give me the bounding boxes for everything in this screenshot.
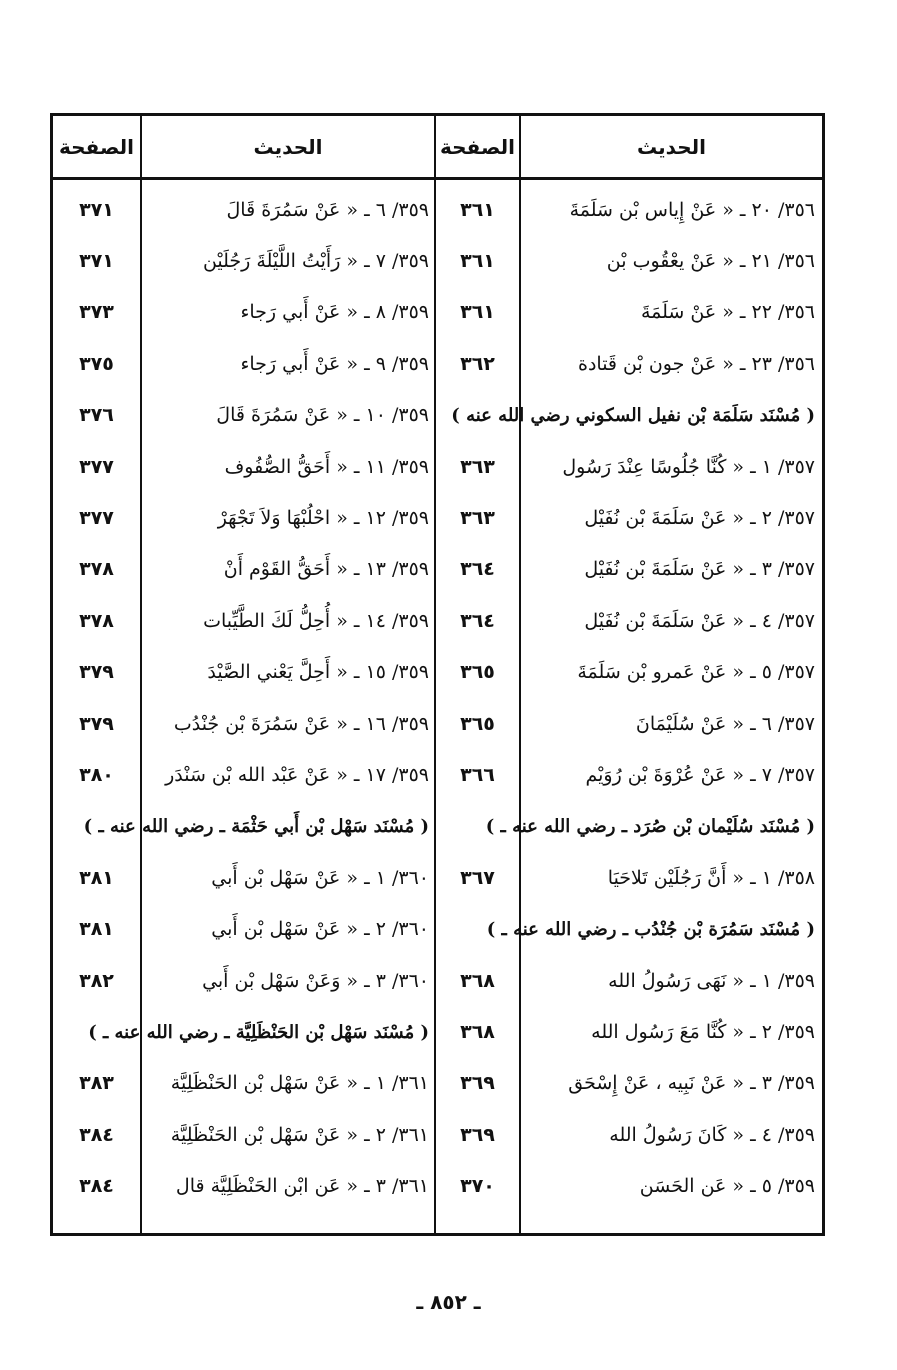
hadith-entry: ٣٥٧/ ٥ ـ « عَنْ عَمرو بْن سَلَمَةَ — [577, 661, 815, 684]
table-row — [53, 1161, 822, 1212]
hadith-entry: ٣٥٦/ ٢٣ ـ « عَنْ جون بْن قَتادة — [577, 352, 815, 375]
hadith-entry: ٣٥٩/ ١٤ ـ « أُحِلُّ لَكَ الطَّيِّبات — [203, 609, 429, 632]
page-ref — [436, 390, 519, 441]
hadith-entry: ٣٦٠/ ٢ ـ « عَنْ سَهْل بْن أَبي — [211, 918, 429, 941]
page-ref: ٣٦٥ — [460, 661, 495, 684]
page-ref: ٣٨١ — [79, 918, 114, 941]
hadith-entry: ٣٦١/ ١ ـ « عَنْ سَهْل بْن الحَنْظَلِيَّة — [170, 1072, 429, 1095]
page-ref: ٣٧٧ — [79, 507, 114, 530]
page-ref: ٣٧٥ — [79, 352, 114, 375]
hadith-entry: ٣٥٩/ ١٣ ـ « أَحَقُّ القَوْم أَنْ — [223, 558, 429, 581]
page-number: ـ ٨٥٢ ـ — [416, 1290, 481, 1314]
page-ref: ٣٦٤ — [460, 558, 495, 581]
page-ref: ٣٦٥ — [460, 712, 495, 735]
hadith-entry: ٣٥٧/ ٦ ـ « عَنْ سُلَيْمَانَ — [635, 712, 815, 735]
hadith-entry: ٣٥٩/ ١ ـ « نَهَى رَسُولُ الله — [608, 969, 815, 992]
page-ref: ٣٦١ — [460, 198, 495, 221]
table-row — [53, 749, 822, 800]
table-row — [53, 287, 822, 338]
hadith-entry: ٣٥٩/ ٧ ـ « رَأَيْتُ اللَّيْلَةَ رَجُلَيْن — [202, 250, 429, 273]
table-row — [53, 235, 822, 286]
page-ref: ٣٧٩ — [79, 712, 114, 735]
section-heading: ( مُسْنَد سَهْل بْن الحَنْظَلِيَّة ـ رضي الله عنه ـ ) — [88, 1021, 429, 1043]
page-ref: ٣٦٨ — [460, 969, 495, 992]
page-ref: ٣٦٣ — [460, 507, 495, 530]
table-row — [53, 338, 822, 389]
hadith-entry: ٣٥٧/ ٤ ـ « عَنْ سَلَمَةَ بْن نُفَيْل — [584, 609, 815, 632]
page-ref: ٣٧١ — [79, 198, 114, 221]
header-left-page: الصفحة — [59, 134, 135, 159]
hadith-entry: ٣٥٩/ ٩ ـ « عَنْ أَبي رَجاء — [240, 352, 429, 375]
hadith-entry: ٣٥٧/ ٣ ـ « عَنْ سَلَمَةَ بْن نُفَيْل — [584, 558, 815, 581]
page-ref: ٣٧٨ — [79, 558, 114, 581]
hadith-entry: ٣٥٩/ ١٥ ـ « أَحِلَّ يَعْني الصَّيْدَ — [207, 661, 429, 684]
hadith-entry: ٣٦٠/ ٣ ـ « وَعَنْ سَهْل بْن أَبي — [202, 969, 429, 992]
page-ref: ٣٧٩ — [79, 661, 114, 684]
table-row — [53, 852, 822, 903]
page-ref — [436, 904, 519, 955]
section-heading: ( مُسْنَد سَلَمَة بْن نفيل السكوني رضي الله عنه ) — [451, 404, 815, 426]
table-row — [53, 595, 822, 646]
page-ref — [53, 1006, 140, 1057]
page-ref: ٣٦٣ — [460, 455, 495, 478]
page-ref: ٣٨٤ — [79, 1175, 114, 1198]
hadith-entry: ٣٥٩/ ٥ ـ « عَن الحَسَن — [639, 1175, 815, 1198]
page-ref: ٣٦٦ — [460, 764, 495, 787]
hadith-entry: ٣٥٩/ ٢ ـ « كُنَّا مَعَ رَسُول الله — [591, 1021, 815, 1044]
page-ref: ٣٦٤ — [460, 609, 495, 632]
hadith-entry: ٣٥٦/ ٢٠ ـ « عَنْ إِياس بْن سَلَمَةَ — [569, 198, 815, 221]
section-heading: ( مُسْنَد سَهْل بْن أَبي حَثْمَة ـ رضي الله عنه ـ ) — [83, 815, 429, 837]
table-row — [53, 184, 822, 235]
hadith-entry: ٣٥٩/ ١٠ ـ « عَنْ سَمُرَةَ قَالَ — [216, 404, 429, 427]
page-ref: ٣٦٩ — [460, 1123, 495, 1146]
section-heading: ( مُسْنَد سُلَيْمان بْن صُرَد ـ رضي الله عنه ـ ) — [485, 815, 815, 837]
header-right-hadith: الحديث — [637, 134, 707, 159]
page-ref: ٣٦٢ — [460, 352, 495, 375]
page-ref: ٣٨٤ — [79, 1123, 114, 1146]
table-row — [53, 390, 822, 441]
header-left-hadith: الحديث — [253, 134, 323, 159]
hadith-entry: ٣٥٩/ ٣ ـ « عَنْ نَبِيه ، عَنْ إِسْحَق — [568, 1072, 815, 1095]
table-row — [53, 1058, 822, 1109]
hadith-entry: ٣٥٦/ ٢٢ ـ « عَنْ سَلَمَةَ — [640, 301, 815, 324]
page-ref: ٣٧٦ — [79, 404, 114, 427]
table-row — [53, 801, 822, 852]
page-ref: ٣٨١ — [79, 866, 114, 889]
hadith-entry: ٣٥٧/ ٧ ـ « عَنْ عُرْوَةَ بْن رُوَيْم — [585, 764, 815, 787]
section-heading: ( مُسْنَد سَمُرَة بْن جُنْدُب ـ رضي الله عنه ـ ) — [486, 918, 815, 940]
table-row — [53, 1109, 822, 1160]
page-ref: ٣٧٠ — [460, 1175, 495, 1198]
hadith-entry: ٣٦١/ ٣ ـ « عَن ابْن الحَنْظَلِيَّة قال — [175, 1175, 429, 1198]
table-header — [53, 116, 822, 180]
hadith-entry: ٣٥٧/ ١ ـ « كُنَّا جُلُوسًا عِنْدَ رَسُول — [562, 455, 815, 478]
hadith-entry: ٣٥٩/ ٤ ـ « كَانَ رَسُولُ الله — [609, 1123, 815, 1146]
table-row — [53, 1006, 822, 1057]
hadith-entry: ٣٥٩/ ١٢ ـ « احْلُبْهَا وَلاَ تَجْهَرْ — [217, 507, 429, 530]
page-ref: ٣٦٧ — [460, 866, 495, 889]
page-ref: ٣٧٧ — [79, 455, 114, 478]
table-row — [53, 698, 822, 749]
page-ref: ٣٦٨ — [460, 1021, 495, 1044]
hadith-entry: ٣٥٨/ ١ ـ « أَنَّ رَجُلَيْن تَلاحَيَا — [607, 866, 815, 889]
page-ref: ٣٨٣ — [79, 1072, 114, 1095]
index-table — [50, 113, 825, 1236]
hadith-entry: ٣٥٩/ ٨ ـ « عَنْ أَبي رَجاء — [240, 301, 429, 324]
hadith-entry: ٣٥٩/ ١٧ ـ « عَنْ عَبْد الله بْن سَنْدَر — [165, 764, 429, 787]
page-ref: ٣٦٩ — [460, 1072, 495, 1095]
table-row — [53, 441, 822, 492]
page-ref: ٣٨٠ — [79, 764, 114, 787]
hadith-entry: ٣٦١/ ٢ ـ « عَنْ سَهْل بْن الحَنْظَلِيَّة — [170, 1123, 429, 1146]
page-ref — [53, 801, 140, 852]
page-ref: ٣٦١ — [460, 301, 495, 324]
table-row — [53, 544, 822, 595]
page-ref: ٣٧٣ — [79, 301, 114, 324]
hadith-entry: ٣٥٩/ ٦ ـ « عَنْ سَمُرَةَ قَالَ — [226, 198, 429, 221]
hadith-entry: ٣٥٦/ ٢١ ـ « عَنْ يعْقُوب بْن — [606, 250, 815, 273]
header-right-page: الصفحة — [440, 134, 516, 159]
page-ref: ٣٧٨ — [79, 609, 114, 632]
table-row — [53, 647, 822, 698]
page-ref: ٣٧١ — [79, 250, 114, 273]
table-row — [53, 904, 822, 955]
hadith-entry: ٣٥٧/ ٢ ـ « عَنْ سَلَمَةَ بْن نُفَيْل — [584, 507, 815, 530]
page-ref — [436, 801, 519, 852]
table-row — [53, 492, 822, 543]
page-ref: ٣٦١ — [460, 250, 495, 273]
hadith-entry: ٣٥٩/ ١١ ـ « أَحَقُّ الصُّفُوف — [224, 455, 429, 478]
page-ref: ٣٨٢ — [79, 969, 114, 992]
hadith-entry: ٣٦٠/ ١ ـ « عَنْ سَهْل بْن أَبي — [211, 866, 429, 889]
table-row — [53, 955, 822, 1006]
hadith-entry: ٣٥٩/ ١٦ ـ « عَنْ سَمُرَةَ بْن جُنْدُب — [173, 712, 429, 735]
